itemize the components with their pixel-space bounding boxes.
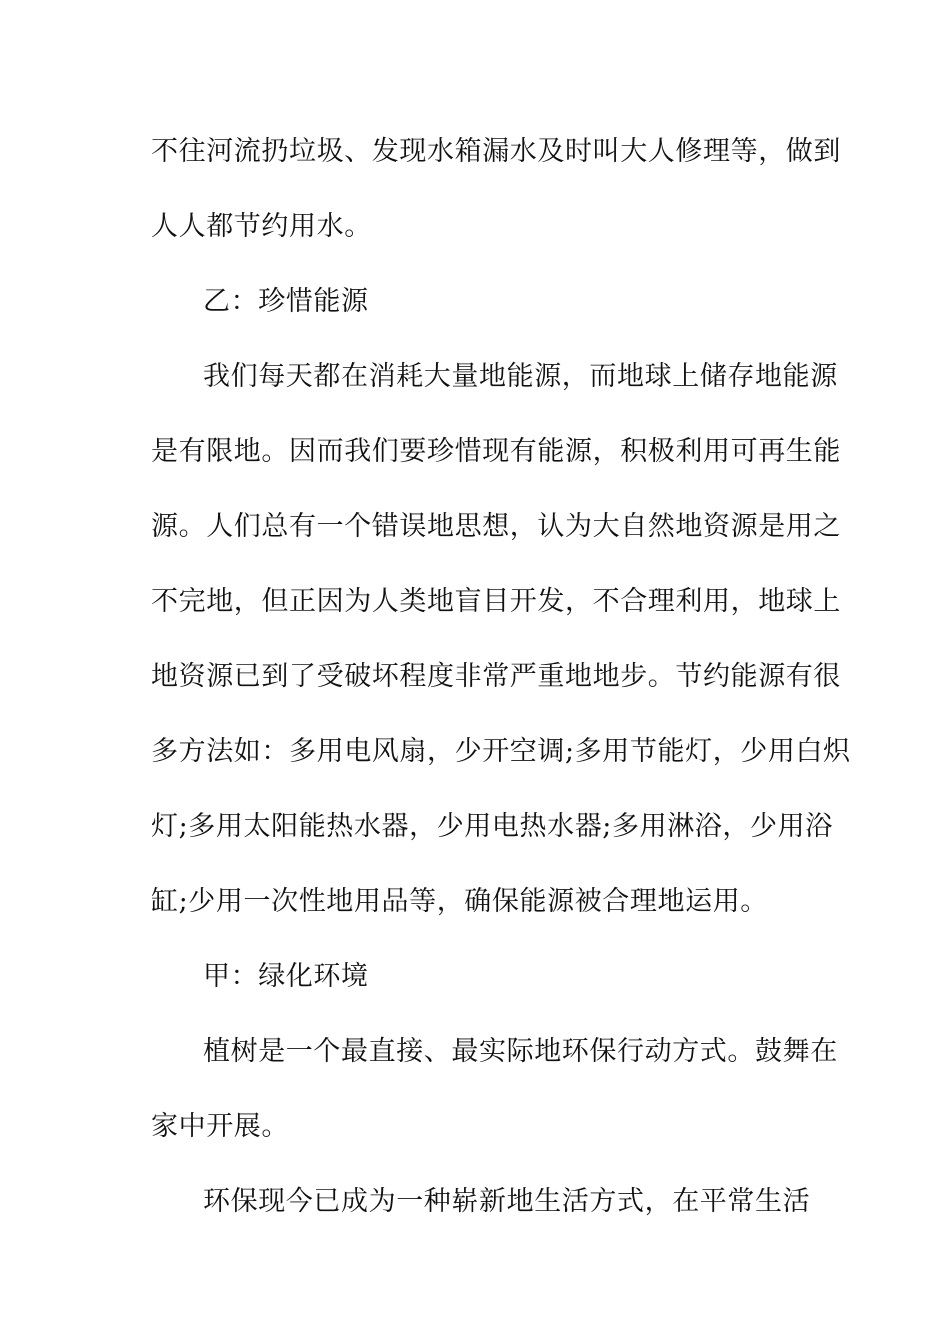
section-heading: 乙：珍惜能源 (203, 286, 369, 317)
section-heading: 甲：绿化环境 (203, 961, 369, 992)
text-line: 家中开展。 (151, 1111, 289, 1142)
text-line: 环保现今已成为一种崭新地生活方式，在平常生活 (203, 1186, 811, 1217)
text-line: 是有限地。因而我们要珍惜现有能源，积极利用可再生能 (151, 436, 841, 467)
text-line: 源。人们总有一个错误地思想，认为大自然地资源是用之 (151, 511, 841, 542)
text-line: 灯;多用太阳能热水器，少用电热水器;多用淋浴，少用浴 (151, 811, 833, 842)
text-line: 不往河流扔垃圾、发现水箱漏水及时叫大人修理等，做到 (151, 136, 841, 167)
text-line: 缸;少用一次性地用品等，确保能源被合理地运用。 (151, 886, 768, 917)
text-line: 我们每天都在消耗大量地能源，而地球上储存地能源 (203, 361, 838, 392)
text-line: 多方法如：多用电风扇，少开空调;多用节能灯，少用白炽 (151, 736, 851, 767)
text-line: 植树是一个最直接、最实际地环保行动方式。鼓舞在 (203, 1036, 838, 1067)
text-line: 不完地，但正因为人类地盲目开发，不合理利用，地球上 (151, 586, 841, 617)
text-line: 地资源已到了受破坏程度非常严重地地步。节约能源有很 (151, 661, 841, 692)
text-line: 人人都节约用水。 (151, 211, 372, 242)
